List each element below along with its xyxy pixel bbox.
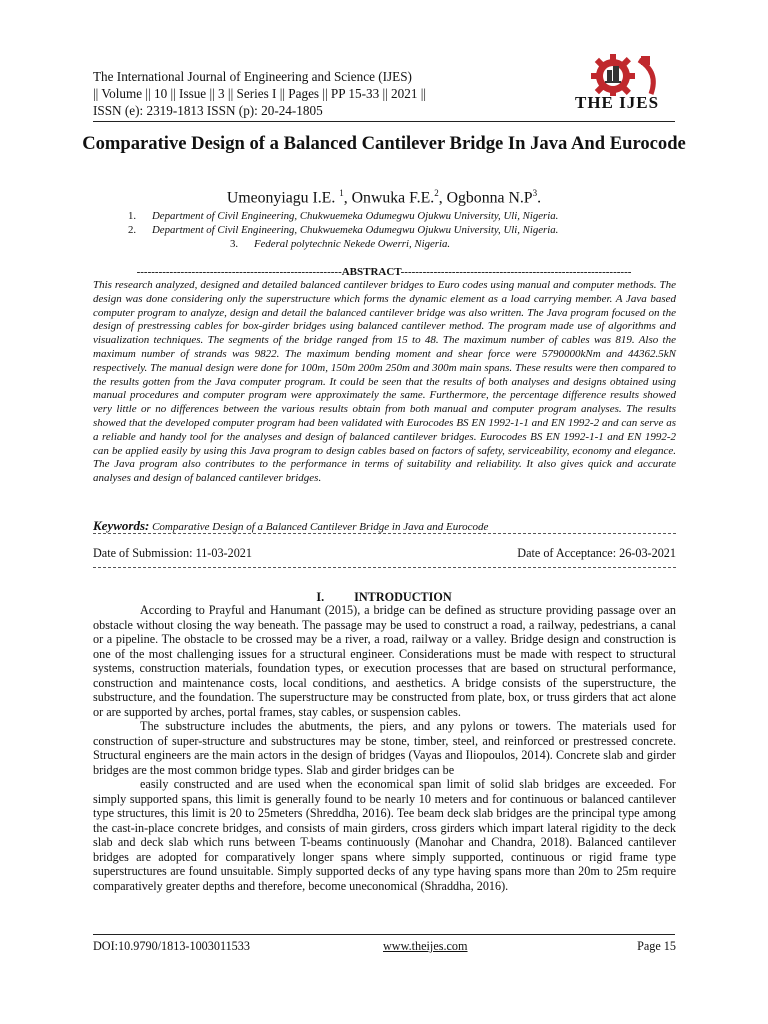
affiliation-text: Department of Civil Engineering, Chukwuemeka Odumegwu Ojukwu University, Uli, Nigeria. [152,224,559,236]
affiliation-number: 3. [230,238,239,250]
footer-rule [93,934,675,935]
svg-text:THE IJES: THE IJES [575,93,660,112]
affiliation-number: 2. [128,224,137,236]
body-paragraph: The substructure includes the abutments, the piers, and any pylons or towers. The materials used for construction of super-structure and substructures may be stone, timber, steel, and reinforced or prestressed concrete. Structural engineers are the main actors in the design of bridges (Vayas and Iliopoulos, 2014). Concrete slab and girder bridges are the most common bridge types. Slab and girder bridges can be [93,719,676,777]
author-affil-mark: 3 [532,188,538,198]
author-separator: , [343,189,352,207]
journal-volume-info: || Volume || 10 || Issue || 3 || Series I || Pages || PP 15-33 || 2021 || [93,86,427,101]
affiliation-list [128,209,558,251]
keywords-text: Comparative Design of a Balanced Cantilever Bridge in Java and Eurocode [149,521,489,533]
section-title: INTRODUCTION [354,590,452,604]
affiliation-item [128,223,558,237]
affiliation-text: Federal polytechnic Nekede Owerri, Nigeria. [254,238,451,250]
dashed-divider [93,533,676,534]
abstract-heading: --------------------------------------------------------ABSTRACT--------------------------------------------------------------- [136,266,632,278]
page-number: Page 15 [637,939,676,953]
author-separator: , [438,189,447,207]
author-name: Onwuka F.E. [351,189,435,207]
header-rule [93,121,675,122]
keywords [93,518,683,534]
journal-name: The International Journal of Engineering and Science (IJES) [93,69,412,84]
affiliation-item [128,209,558,223]
author-name: Umeonyiagu I.E. [226,189,340,207]
author-affil-mark: 2 [434,188,439,198]
ijes-logo [567,50,675,118]
journal-issn: ISSN (e): 2319-1813 ISSN (p): 20-24-1805 [93,103,323,118]
affiliation-number: 1. [128,210,137,222]
author-list [0,188,768,207]
body-paragraph: easily constructed and are used when the economical span limit of solid slab bridges are exceeded. For simply supported spans, this limit is generally found to be nearly 10 meters and for continuous or balanced cantilever type structures, this limit is 20 to 25meters (Shreddha, 2016). Tee beam deck slab bridges are the principal type among the cast-in-place concrete bridges, and consists of main girders, cross girders which impart lateral rigidity to the deck slab and deck slab which runs between T-beams continuously (Manohar and Chandra, 2018). Balanced cantilever bridges are adopted for comparatively longer spans where simply supported, continuous or rigid frame type superstructures are found unsuitable. Simply supported decks of any type having spans more than 20m to 25m require comparatively greater depths and therefore, become uneconomical (Shraddha, 2016). [93,777,676,893]
keywords-label: Keywords: [93,518,150,533]
acceptance-date: Date of Acceptance: 26-03-2021 [517,546,676,560]
affiliation-text: Department of Civil Engineering, Chukwuemeka Odumegwu Ojukwu University, Uli, Nigeria. [152,210,559,222]
author-name: Ogbonna N.P [446,189,533,207]
journal-header [93,68,553,119]
dashed-divider [93,567,676,568]
journal-website-link[interactable]: www.theijes.com [383,939,468,953]
section-body [93,603,676,893]
doi-text: DOI:10.9790/1813-1003011533 [93,939,250,953]
paper-title: Comparative Design of a Balanced Cantilever Bridge In Java And Eurocode [82,133,686,154]
submission-date: Date of Submission: 11-03-2021 [93,546,252,560]
section-number: I. [316,590,325,604]
author-separator: . [537,189,542,207]
author-affil-mark: 1 [339,188,344,198]
affiliation-item [128,237,558,251]
abstract-text: This research analyzed, designed and detailed balanced cantilever bridges to Euro codes using manual and computer methods. The design was done considering only the superstructure which forms the dynamic element as a load carrying member. A Java based computer program to analyze, design and detail the balanced cantilever bridge was also written. The Java program focused on the design of prestressing cables for box-girder bridges using balanced cantilever method. The program made use of algorithms and visualization techniques. The segments of the bridge ranged from 15 to 48. The maximum number of cables was 819. Also the maximum number of strands was 9822. The maximum bending moment and shear force were 5790000kNm and 44362.5kN respectively. The manual design were done for 100m, 150m 200m 250m and 300m main spans. These results were then compared to the results gotten from the Java computer program. It could be seen that the results of both analyses and designs obtained using manual procedures and computer program were approximately the same. Furthermore, the percentage difference results showed very little or no differences between the various results obtain from both manual and computer program analyses. The results showed that the developed computer program had been validated with Eurocodes BS EN 1992-1-1 and EN 1992-2 and can serve as a reliable and handy tool for the analyses and design of balanced cantilever bridges. Eurocodes BS EN 1992-1-1 and EN 1992-2 can be applied easily by using this Java program to design cables based on factors of safety, serviceability, economy and elegance. The Java program also contributes to the performance in terms of suitability and reliability. It also gives quick and accurate analyses and design of balanced cantilever bridges. [93,279,676,485]
body-paragraph: According to Prayful and Hanumant (2015), a bridge can be defined as structure providing passage over an obstacle without closing the way beneath. The passage may be used to construct a road, a railway, pedestrians, a canal or a pipeline. The obstacle to be crossed may be a river, a road, railway or a valley. Bridge design and construction is one of the most challenging issues for a structural engineer. Considerations must be made with respect to structural systems, construction materials, foundation types, or execution processes that are based on structural performance, construction and maintenance costs, local conditions, and aesthetics. A bridge consists of the superstructure, the substructure, and the foundation. The superstructure may be constructed from plate, box, or truss girders that act alone or are supported by arches, portal frames, stay cables, or suspension cables. [93,603,676,719]
